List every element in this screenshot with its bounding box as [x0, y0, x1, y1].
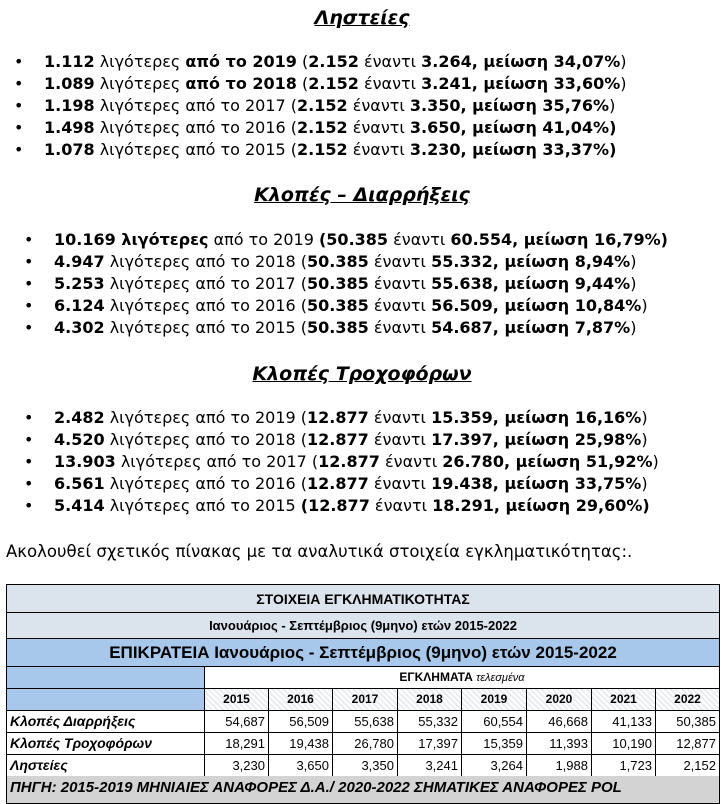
- heading-thefts-burglaries: Κλοπές – Διαρρήξεις: [254, 184, 470, 206]
- group-header-label: ΕΓΚΛΗΜΑΤΑ: [399, 670, 473, 684]
- bold-text: 4.302: [54, 318, 105, 337]
- list-item: [24, 273, 668, 295]
- value-cell: 18,291: [204, 733, 268, 755]
- bold-text: 26.780, μείωση 51,92%: [442, 452, 653, 471]
- text: ): [620, 74, 627, 93]
- text: λιγότερες από το 2017 (: [104, 274, 308, 293]
- bullet-icon: •: [24, 274, 34, 293]
- row-label: Κλοπές Διαρρήξεις: [6, 711, 204, 733]
- text: έναντι: [368, 408, 432, 427]
- bold-text: 4.520: [54, 430, 105, 449]
- value-cell: 2,152: [655, 755, 720, 777]
- bold-text: 3.264, μείωση 34,07%: [421, 52, 621, 71]
- bold-text: 60.554, μείωση 16,79%): [450, 230, 668, 249]
- text: λιγότερες από το 2018 (: [104, 252, 308, 271]
- value-cell: 55,332: [397, 711, 461, 733]
- text: έναντι: [368, 252, 432, 271]
- table-row: [6, 755, 720, 777]
- bold-text: 1.078: [44, 140, 95, 159]
- value-cell: 41,133: [591, 711, 655, 733]
- list-item: [14, 117, 627, 139]
- list-item: [14, 95, 627, 117]
- bullet-icon: •: [24, 452, 34, 471]
- text: λιγότερες από το 2019 (: [104, 408, 308, 427]
- table-data-rows: [6, 711, 720, 777]
- value-cell: 15,359: [461, 733, 526, 755]
- list-thefts-burglaries: [24, 229, 668, 339]
- value-cell: 55,638: [332, 711, 397, 733]
- bold-text: 13.903: [54, 452, 116, 471]
- text: ): [630, 252, 637, 271]
- year-header-cell: 2015: [204, 689, 268, 711]
- value-cell: 1,988: [526, 755, 591, 777]
- year-header-cell: 2016: [268, 689, 332, 711]
- value-cell: 3,241: [397, 755, 461, 777]
- text: ): [641, 408, 648, 427]
- list-vehicle-thefts: [24, 407, 659, 517]
- bold-text: 12.877: [318, 452, 380, 471]
- bold-text: 50.385: [307, 318, 369, 337]
- heading-robberies: Ληστείες: [314, 7, 410, 29]
- list-item: [24, 429, 659, 451]
- bold-text: 56.509, μείωση 10,84%: [431, 296, 642, 315]
- table-corner-cell: [6, 667, 204, 689]
- bold-text: (12.877: [300, 496, 370, 515]
- value-cell: 46,668: [526, 711, 591, 733]
- list-robberies: [14, 51, 627, 161]
- bold-text: 54.687, μείωση 7,87%: [431, 318, 631, 337]
- bullet-icon: •: [14, 140, 24, 159]
- bullet-icon: •: [14, 118, 24, 137]
- text: ): [641, 474, 648, 493]
- text: έναντι: [358, 52, 422, 71]
- list-item: [14, 51, 627, 73]
- year-header-cell: 2018: [397, 689, 461, 711]
- value-cell: 56,509: [268, 711, 332, 733]
- bold-text: 50.385: [307, 274, 369, 293]
- bullet-icon: •: [14, 52, 24, 71]
- text: λιγότερες από το 2018 (: [104, 430, 308, 449]
- bold-text: 3.650, μείωση 41,04%): [409, 118, 617, 137]
- bold-text: 2.152: [308, 74, 359, 93]
- heading-vehicle-thefts: Κλοπές Τροχοφόρων: [252, 363, 472, 385]
- value-cell: 3,350: [332, 755, 397, 777]
- bold-text: 1.089: [44, 74, 95, 93]
- text: λιγότερες: [94, 52, 186, 71]
- text: ): [620, 52, 627, 71]
- bold-text: 1.498: [44, 118, 95, 137]
- bold-text: 50.385: [307, 296, 369, 315]
- text: λιγότερες από το 2016 (: [104, 474, 308, 493]
- bold-text: 5.253: [54, 274, 105, 293]
- text: έναντι: [347, 118, 410, 137]
- text: από το 2019: [208, 230, 319, 249]
- bullet-icon: •: [24, 496, 34, 515]
- intro-text: Ακολουθεί σχετικός πίνακας με τα αναλυτικά στοιχεία εγκληματικότητας:.: [6, 542, 633, 561]
- list-item: [24, 229, 668, 251]
- bold-text: 12.877: [307, 474, 369, 493]
- list-item: [24, 495, 659, 517]
- text: ): [641, 296, 648, 315]
- table-title: ΣΤΟΙΧΕΙΑ ΕΓΚΛΗΜΑΤΙΚΟΤΗΤΑΣ: [6, 584, 720, 612]
- list-item: [14, 139, 627, 161]
- value-cell: 17,397: [397, 733, 461, 755]
- text: λιγότερες από το 2016 (: [94, 118, 298, 137]
- year-header-cell: 2019: [461, 689, 526, 711]
- bold-text: 17.397, μείωση 25,98%: [431, 430, 642, 449]
- year-header-cell: 2020: [526, 689, 591, 711]
- bullet-icon: •: [14, 74, 24, 93]
- bullet-icon: •: [24, 408, 34, 427]
- bold-text: 18.291, μείωση 29,60%): [432, 496, 650, 515]
- text: λιγότερες από το 2015: [104, 496, 301, 515]
- bullet-icon: •: [24, 296, 34, 315]
- text: λιγότερες από το 2016 (: [104, 296, 308, 315]
- bullet-icon: •: [24, 474, 34, 493]
- table-grid: [6, 667, 720, 777]
- bold-text: 3.350, μείωση 35,76%: [409, 96, 610, 115]
- bold-text: 3.241, μείωση 33,60%: [421, 74, 621, 93]
- group-header-note: τελεσμένα: [476, 672, 525, 684]
- bold-text: 1.198: [44, 96, 95, 115]
- value-cell: 60,554: [461, 711, 526, 733]
- year-header-cell: 2022: [655, 689, 720, 711]
- bold-text: 2.152: [297, 118, 348, 137]
- list-item: [24, 473, 659, 495]
- list-item: [24, 451, 659, 473]
- table-source-footer: ΠΗΓΗ: 2015-2019 ΜΗΝΙΑΙΕΣ ΑΝΑΦΟΡΕΣ Δ.Α./ 2020-2022 ΣΗΜΑΤΙΚΕΣ ΑΝΑΦΟΡΕΣ POL: [6, 776, 720, 804]
- crime-statistics-table: [6, 584, 720, 804]
- bold-text: 15.359, μείωση 16,16%: [431, 408, 642, 427]
- bold-text: 2.482: [54, 408, 105, 427]
- bold-text: 1.112: [44, 52, 95, 71]
- value-cell: 1,723: [591, 755, 655, 777]
- text: ): [652, 452, 659, 471]
- bold-text: 4.947: [54, 252, 105, 271]
- table-year-row: [6, 689, 720, 711]
- list-item: [24, 317, 668, 339]
- text: έναντι: [368, 274, 432, 293]
- value-cell: 3,264: [461, 755, 526, 777]
- value-cell: 12,877: [655, 733, 720, 755]
- text: λιγότερες από το 2017 (: [115, 452, 319, 471]
- text: έναντι: [368, 430, 432, 449]
- bullet-icon: •: [24, 318, 34, 337]
- year-header-cell: 2021: [591, 689, 655, 711]
- table-row: [6, 733, 720, 755]
- bold-text: (50.385: [318, 230, 389, 249]
- bullet-icon: •: [24, 430, 34, 449]
- bold-text: από το 2019: [185, 52, 297, 71]
- value-cell: 19,438: [268, 733, 332, 755]
- bold-text: 55.638, μείωση 9,44%: [431, 274, 631, 293]
- text: έναντι: [388, 230, 451, 249]
- text: έναντι: [379, 452, 443, 471]
- text: έναντι: [358, 74, 422, 93]
- value-cell: 3,230: [204, 755, 268, 777]
- text: ): [630, 318, 637, 337]
- value-cell: 11,393: [526, 733, 591, 755]
- row-label: Ληστείες: [6, 755, 204, 777]
- table-region-header: ΕΠΙΚΡΑΤΕΙΑ Ιανουάριος - Σεπτέμβριος (9μηνο) ετών 2015-2022: [6, 639, 720, 667]
- value-cell: 50,385: [655, 711, 720, 733]
- value-cell: 10,190: [591, 733, 655, 755]
- bold-text: 2.152: [297, 140, 348, 159]
- text: λιγότερες από το 2017 (: [94, 96, 298, 115]
- bullet-icon: •: [14, 96, 24, 115]
- bold-text: 5.414: [54, 496, 105, 515]
- text: (: [296, 52, 309, 71]
- text: έναντι: [347, 140, 410, 159]
- text: ): [630, 274, 637, 293]
- table-group-header: [204, 667, 720, 689]
- bold-text: 12.877: [307, 430, 369, 449]
- list-item: [14, 73, 627, 95]
- value-cell: 54,687: [204, 711, 268, 733]
- text: ): [641, 430, 648, 449]
- text: έναντι: [368, 474, 432, 493]
- bold-text: 6.124: [54, 296, 105, 315]
- bullet-icon: •: [24, 230, 34, 249]
- text: έναντι: [347, 96, 410, 115]
- bold-text: 50.385: [307, 252, 369, 271]
- table-subtitle: Ιανουάριος - Σεπτέμβριος (9μηνο) ετών 2015-2022: [6, 612, 720, 639]
- bold-text: από το 2018: [185, 74, 297, 93]
- bold-text: 10.169 λιγότερες: [54, 230, 209, 249]
- bold-text: 2.152: [297, 96, 348, 115]
- text: έναντι: [369, 496, 433, 515]
- table-corner-cell: [6, 689, 204, 711]
- text: έναντι: [368, 296, 432, 315]
- year-header-cell: 2017: [332, 689, 397, 711]
- bullet-icon: •: [24, 252, 34, 271]
- text: (: [296, 74, 309, 93]
- list-item: [24, 251, 668, 273]
- value-cell: 3,650: [268, 755, 332, 777]
- text: λιγότερες από το 2015 (: [94, 140, 298, 159]
- text: έναντι: [368, 318, 432, 337]
- row-label: Κλοπές Τροχοφόρων: [6, 733, 204, 755]
- text: λιγότερες από το 2015 (: [104, 318, 308, 337]
- table-group-header-row: [6, 667, 720, 689]
- table-row: [6, 711, 720, 733]
- bold-text: 19.438, μείωση 33,75%: [431, 474, 642, 493]
- bold-text: 55.332, μείωση 8,94%: [431, 252, 631, 271]
- list-item: [24, 295, 668, 317]
- bold-text: 12.877: [307, 408, 369, 427]
- list-item: [24, 407, 659, 429]
- bold-text: 6.561: [54, 474, 105, 493]
- text: ): [609, 96, 616, 115]
- text: λιγότερες: [94, 74, 186, 93]
- bold-text: 3.230, μείωση 33,37%): [409, 140, 617, 159]
- bold-text: 2.152: [308, 52, 359, 71]
- value-cell: 26,780: [332, 733, 397, 755]
